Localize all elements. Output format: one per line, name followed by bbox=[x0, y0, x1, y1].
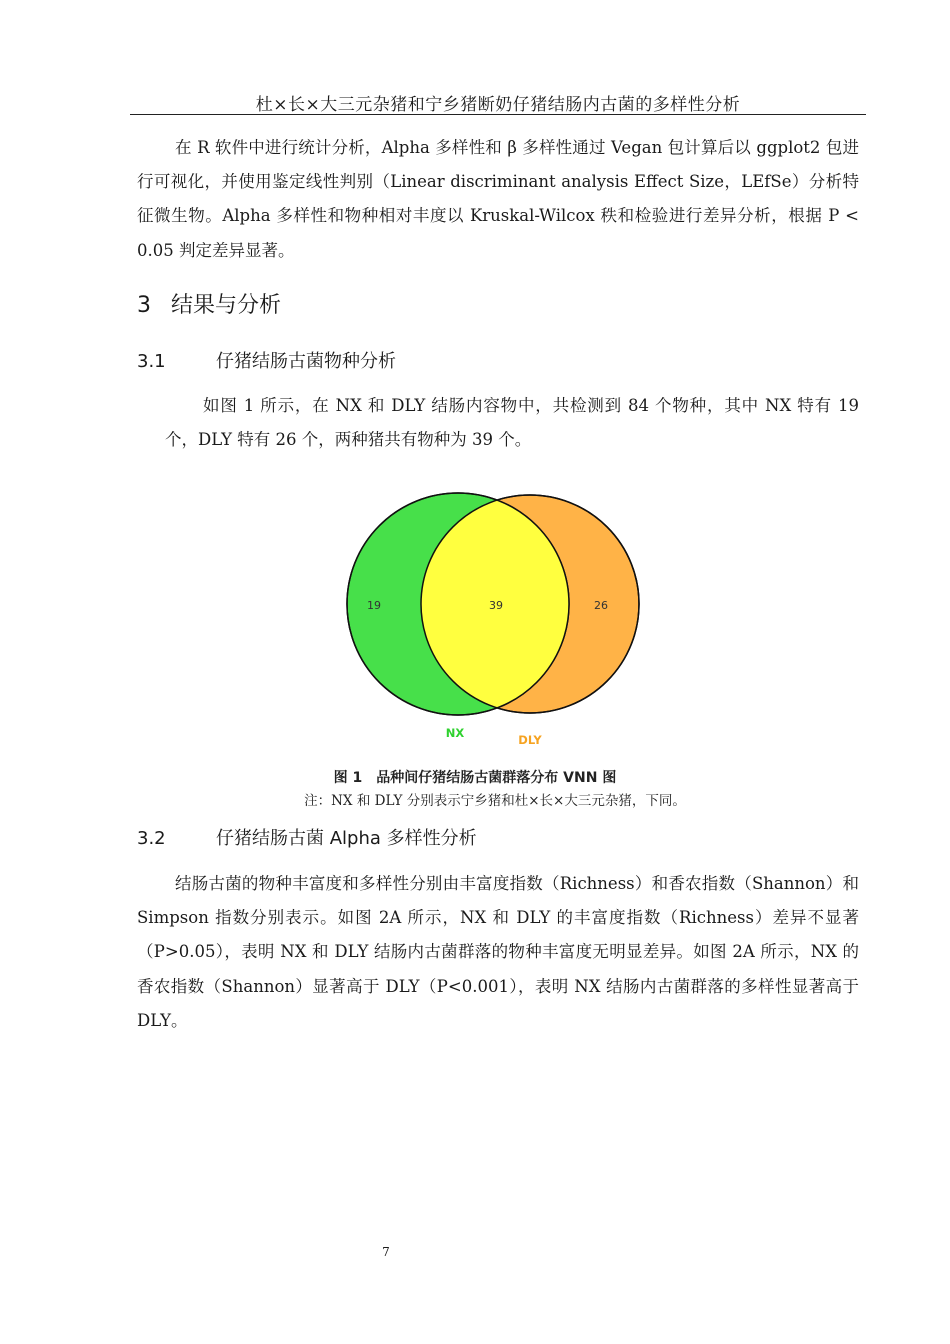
section-3-1-title: 仔猪结肠古菌物种分析 bbox=[216, 351, 396, 372]
venn-count-shared: 39 bbox=[489, 599, 503, 612]
section-3-2-heading bbox=[137, 824, 477, 850]
figure-1-note: 注：NX 和 DLY 分别表示宁乡猪和杜×长×大三元杂猪，下同。 bbox=[304, 793, 686, 809]
header-rule bbox=[130, 114, 866, 115]
venn-diagram bbox=[330, 478, 660, 760]
section-3-2-number: 3.2 bbox=[137, 828, 166, 849]
venn-count-dly: 26 bbox=[594, 599, 608, 612]
section-3-2-paragraph: 结肠古菌的物种丰富度和多样性分别由丰富度指数（Richness）和香农指数（Shannon）和 Simpson 指数分别表示。如图 2A 所示，NX 和 DLY 的丰富度指数（Richness）差异不显著（P>0.05），表明 NX 和 DLY 结肠内古菌群落的物种丰富度无明显差异。如图 2A 所示，NX 的香农指数（Shannon）显著高于 DLY（P<0.001），表明 NX 结肠内古菌群落的多样性显著高于 DLY。 bbox=[137, 874, 859, 1030]
methods-paragraph: 在 R 软件中进行统计分析，Alpha 多样性和 β 多样性通过 Vegan 包计算后以 ggplot2 包进行可视化，并使用鉴定线性判别（Linear discriminant analysis Effect Size，LEfSe）分析特征微生物。Alpha 多样性和物种相对丰度以 Kruskal-Wilcox 秩和检验进行差异分析，根据 P < 0.05 判定差异显著。 bbox=[137, 138, 859, 260]
page-number: 7 bbox=[382, 1245, 390, 1259]
figure-1-number: 图 1 bbox=[333, 770, 363, 786]
venn-count-nx: 19 bbox=[367, 599, 381, 612]
section-3-heading bbox=[137, 288, 281, 319]
figure-1-caption bbox=[0, 767, 950, 787]
venn-label-nx: NX bbox=[445, 726, 465, 740]
section-3-number: 3 bbox=[137, 293, 151, 318]
section-3-1-number: 3.1 bbox=[137, 351, 166, 372]
section-3-1-heading bbox=[137, 347, 396, 373]
running-header: 杜×长×大三元杂猪和宁乡猪断奶仔猪结肠内古菌的多样性分析 bbox=[255, 95, 741, 115]
figure-1-title: 品种间仔猪结肠古菌群落分布 VNN 图 bbox=[376, 770, 617, 786]
section-3-2-title: 仔猪结肠古菌 Alpha 多样性分析 bbox=[216, 828, 477, 849]
venn-label-dly: DLY bbox=[518, 733, 542, 747]
section-3-1-paragraph: 如图 1 所示，在 NX 和 DLY 结肠内容物中，共检测到 84 个物种，其中 NX 特有 19 个，DLY 特有 26 个，两种猪共有物种为 39 个。 bbox=[165, 396, 859, 450]
section-3-title: 结果与分析 bbox=[171, 293, 282, 318]
